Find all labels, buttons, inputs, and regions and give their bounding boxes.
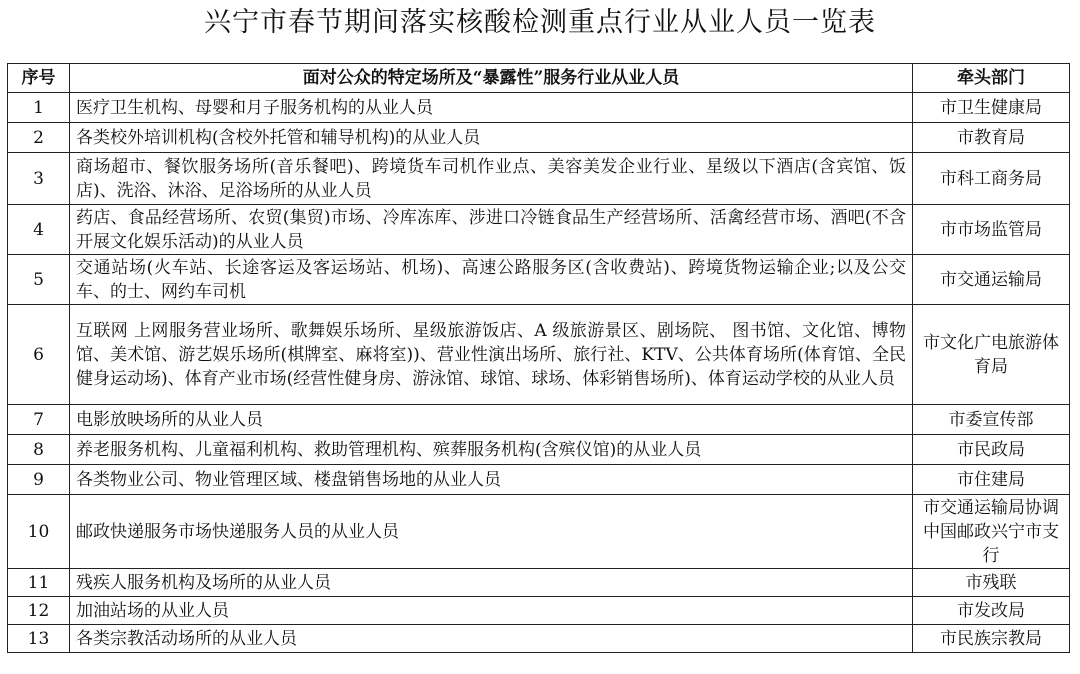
header-content: 面对公众的特定场所及“暴露性”服务行业从业人员 xyxy=(70,64,913,93)
row-content: 药店、食品经营场所、农贸(集贸)市场、冷库冻库、涉进口冷链食品生产经营场所、活禽经营市场、酒吧(不含开展文化娱乐活动)的从业人员 xyxy=(70,205,913,255)
row-content: 商场超市、餐饮服务场所(音乐餐吧)、跨境货车司机作业点、美容美发企业行业、星级以下酒店(含宾馆、饭店)、洗浴、沐浴、足浴场所的从业人员 xyxy=(70,153,913,205)
row-content: 各类物业公司、物业管理区域、楼盘销售场地的从业人员 xyxy=(70,465,913,495)
table-row xyxy=(8,465,1070,495)
row-index: 1 xyxy=(8,93,70,123)
row-dept: 市文化广电旅游体育局 xyxy=(913,305,1070,405)
row-index: 3 xyxy=(8,153,70,205)
row-content: 电影放映场所的从业人员 xyxy=(70,405,913,435)
table-row xyxy=(8,123,1070,153)
header-dept: 牵头部门 xyxy=(913,64,1070,93)
row-index: 9 xyxy=(8,465,70,495)
row-content: 养老服务机构、儿童福利机构、救助管理机构、殡葬服务机构(含殡仪馆)的从业人员 xyxy=(70,435,913,465)
row-index: 2 xyxy=(8,123,70,153)
page-title: 兴宁市春节期间落实核酸检测重点行业从业人员一览表 xyxy=(204,7,876,38)
table-row xyxy=(8,255,1070,305)
table-row xyxy=(8,597,1070,625)
row-index: 12 xyxy=(8,597,70,625)
row-content: 交通站场(火车站、长途客运及客运场站、机场)、高速公路服务区(含收费站)、跨境货物运输企业;以及公交车、的士、网约车司机 xyxy=(70,255,913,305)
row-dept: 市市场监管局 xyxy=(913,205,1070,255)
row-content: 残疾人服务机构及场所的从业人员 xyxy=(70,569,913,597)
table-row xyxy=(8,205,1070,255)
row-dept: 市民族宗教局 xyxy=(913,625,1070,653)
header-index: 序号 xyxy=(8,64,70,93)
row-dept: 市科工商务局 xyxy=(913,153,1070,205)
row-content: 各类校外培训机构(含校外托管和辅导机构)的从业人员 xyxy=(70,123,913,153)
row-index: 6 xyxy=(8,305,70,405)
row-index: 10 xyxy=(8,495,70,569)
table-row xyxy=(8,305,1070,405)
row-content: 加油站场的从业人员 xyxy=(70,597,913,625)
table-row xyxy=(8,93,1070,123)
row-dept: 市交通运输局 xyxy=(913,255,1070,305)
row-dept: 市残联 xyxy=(913,569,1070,597)
row-index: 13 xyxy=(8,625,70,653)
row-content: 医疗卫生机构、母婴和月子服务机构的从业人员 xyxy=(70,93,913,123)
row-content: 互联网 上网服务营业场所、歌舞娱乐场所、星级旅游饭店、A 级旅游景区、剧场院、 图书馆、文化馆、博物馆、美术馆、游艺娱乐场所(棋牌室、麻将室))、营业性演出场所、旅行社、KTV、公共体育场所(体育馆、全民健身运动场)、体育产业市场(经营性健身房、游泳馆、球馆、球场、体彩销售场所)、体育运动学校的从业人员 xyxy=(70,305,913,405)
row-dept: 市委宣传部 xyxy=(913,405,1070,435)
table-row xyxy=(8,569,1070,597)
industry-table xyxy=(7,63,1070,653)
table-header-row xyxy=(8,64,1070,93)
row-index: 8 xyxy=(8,435,70,465)
row-index: 4 xyxy=(8,205,70,255)
row-dept: 市交通运输局协调中国邮政兴宁市支行 xyxy=(913,495,1070,569)
row-dept: 市住建局 xyxy=(913,465,1070,495)
row-index: 5 xyxy=(8,255,70,305)
row-content: 各类宗教活动场所的从业人员 xyxy=(70,625,913,653)
row-index: 11 xyxy=(8,569,70,597)
table-row xyxy=(8,625,1070,653)
row-dept: 市发改局 xyxy=(913,597,1070,625)
table-row xyxy=(8,153,1070,205)
row-dept: 市教育局 xyxy=(913,123,1070,153)
table-row xyxy=(8,495,1070,569)
row-dept: 市民政局 xyxy=(913,435,1070,465)
row-dept: 市卫生健康局 xyxy=(913,93,1070,123)
table-row xyxy=(8,405,1070,435)
table-row xyxy=(8,435,1070,465)
row-content: 邮政快递服务市场快递服务人员的从业人员 xyxy=(70,495,913,569)
row-index: 7 xyxy=(8,405,70,435)
